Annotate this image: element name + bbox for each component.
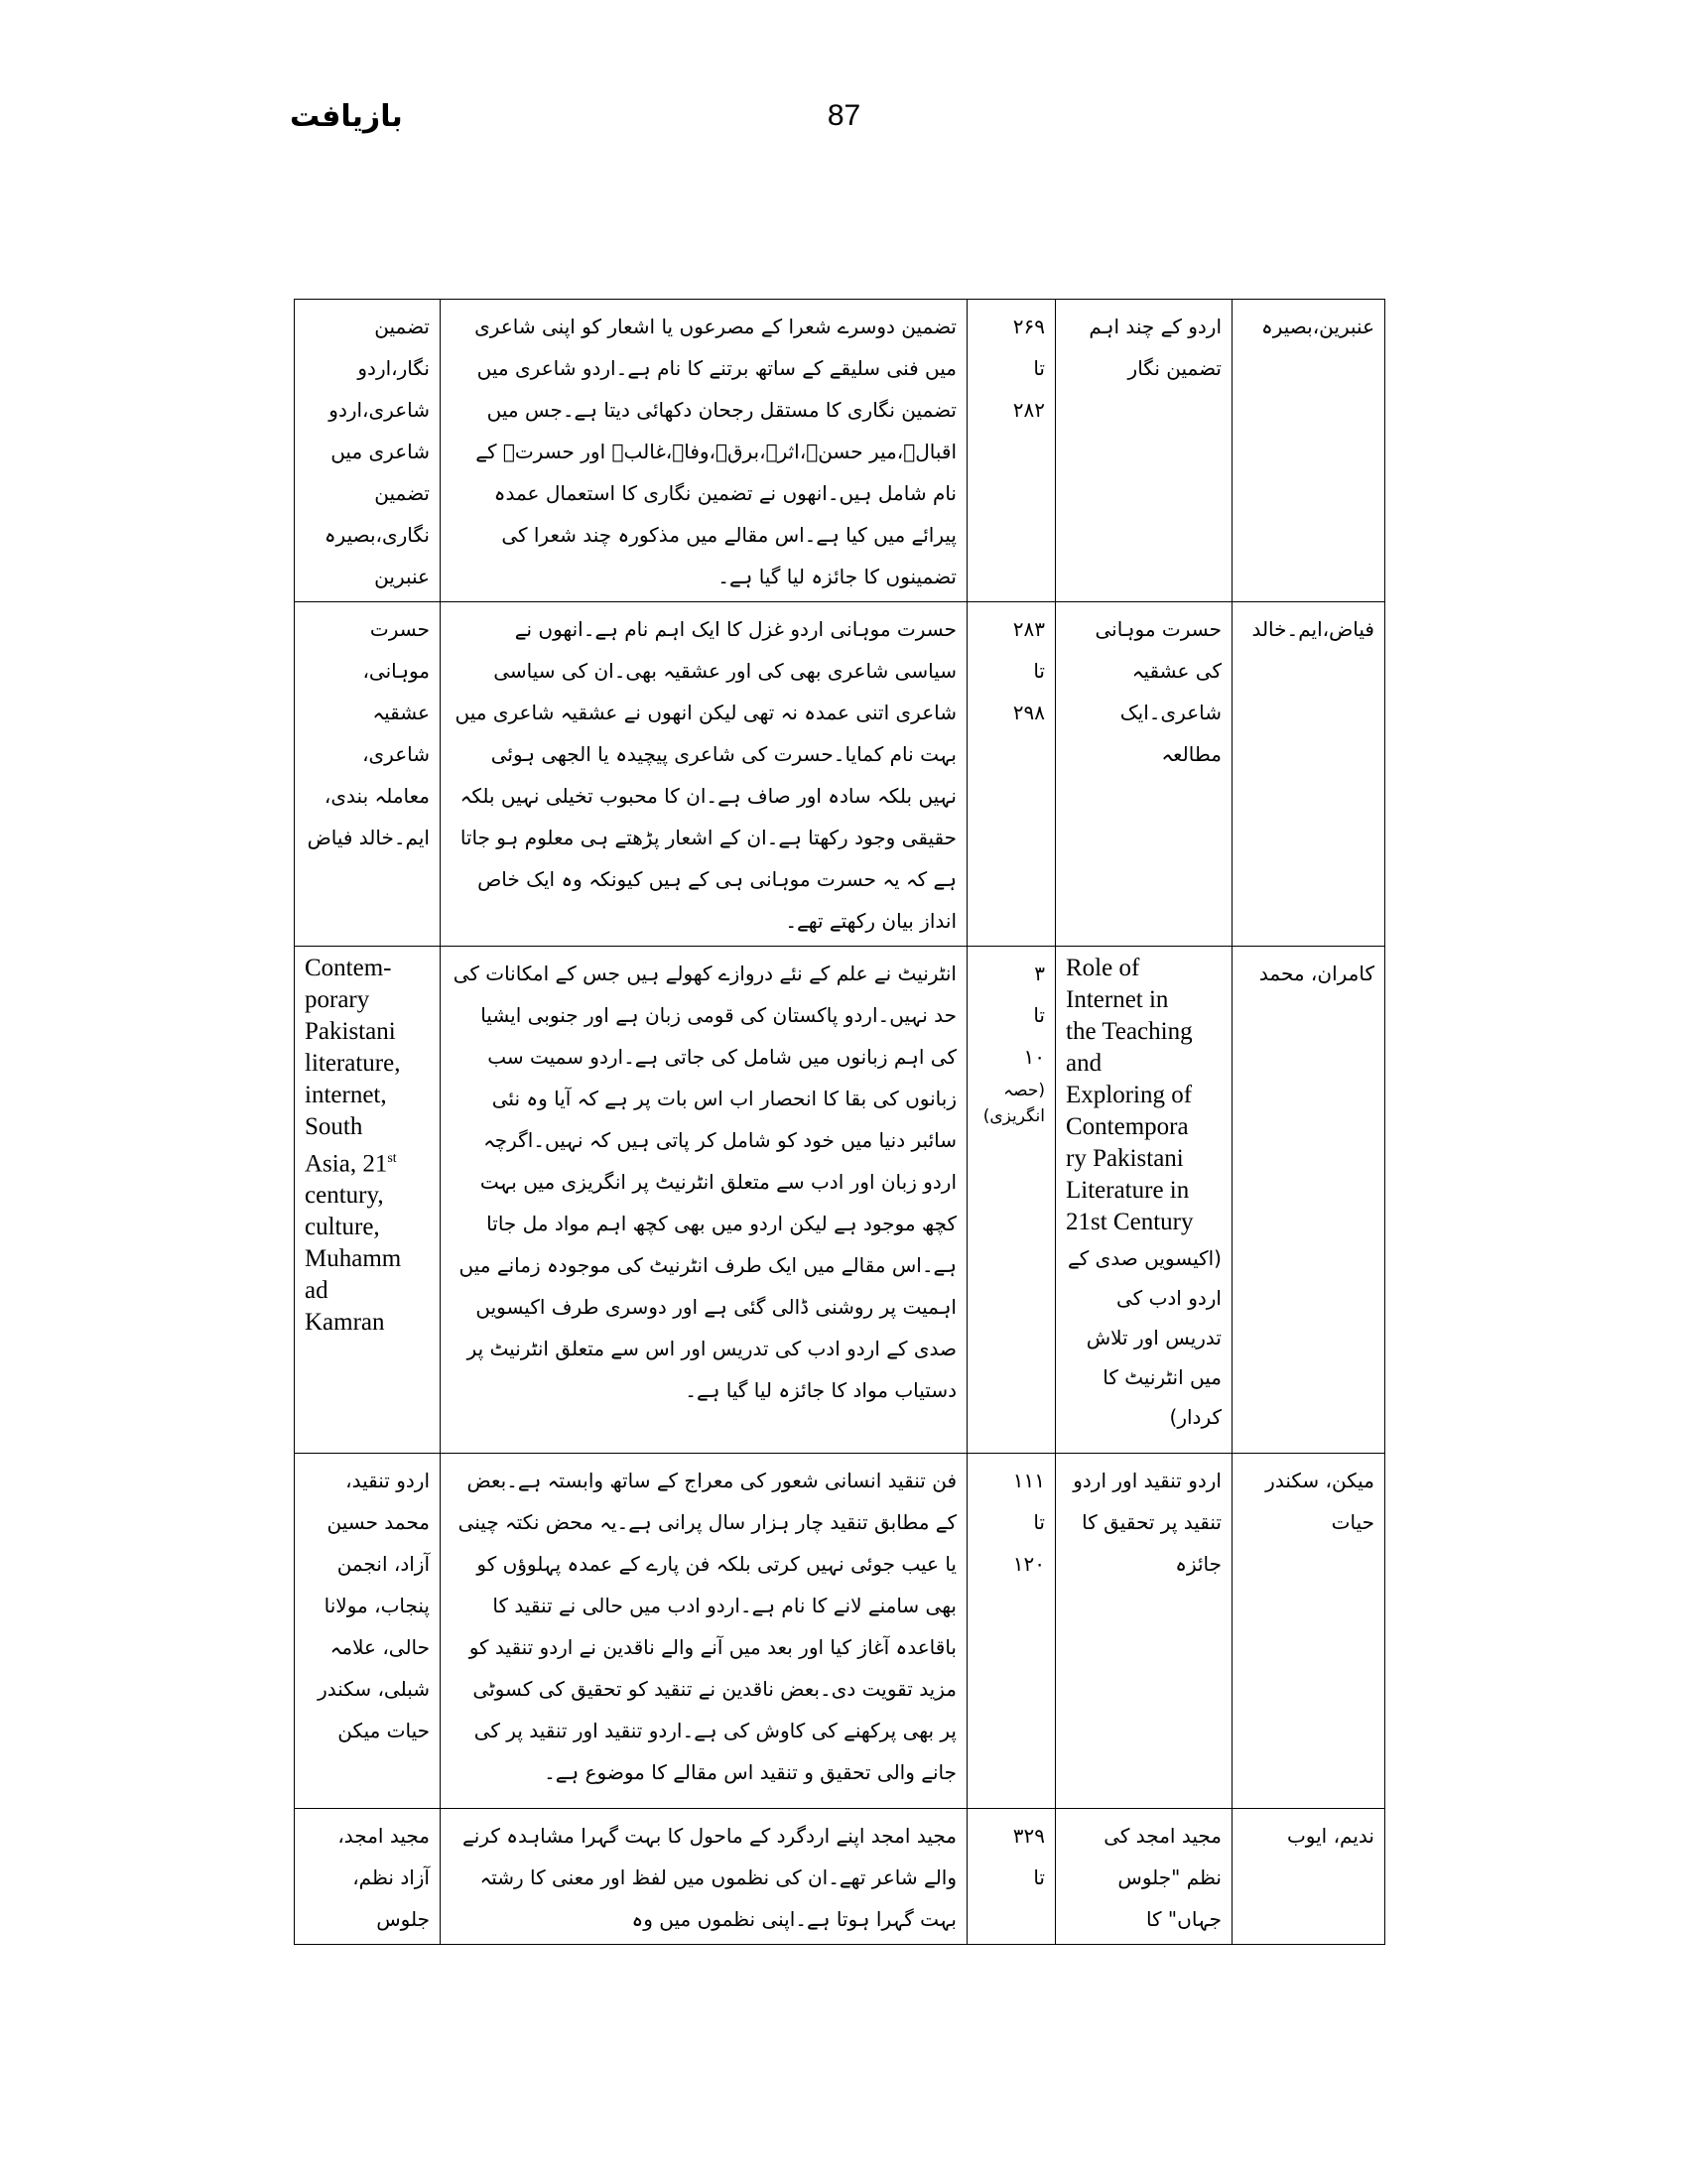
abstract-cell: انٹرنیٹ نے علم کے نئے دروازے کھولے ہیں جس کے امکانات کی حد نہیں۔اردو پاکستان کی قومی زبان ہے اور جنوبی ایشیا کی اہم زبانوں میں شامل کی جاتی ہے۔اردو سمیت سب زبانوں کی بقا کا انحصار اب اس بات پر ہے کہ آیا وہ نئی سائبر دنیا میں خود کو شامل کر پاتی ہیں کہ نہیں۔اگرچہ اردو زبان اور ادب سے متعلق انٹرنیٹ پر انگریزی میں بہت کچھ موجود ہے لیکن اردو میں بھی کچھ اہم مواد مل جاتا ہے۔اس مقالے میں ایک طرف انٹرنیٹ کی موجودہ زمانے میں اہمیت پر روشنی ڈالی گئی ہے اور دوسری طرف اکیسویں صدی کے اردو ادب کی تدریس اور اس سے متعلق انٹرنیٹ پر دستیاب مواد کا جائزہ لیا گیا ہے۔ <box>441 947 968 1454</box>
author-cell: ندیم، ایوب <box>1233 1809 1385 1945</box>
abstract-cell: حسرت موہانی اردو غزل کا ایک اہم نام ہے۔انھوں نے سیاسی شاعری بھی کی اور عشقیہ بھی۔ان کی سیاسی شاعری اتنی عمدہ نہ تھی لیکن انھوں نے عشقیہ شاعری میں بہت نام کمایا۔حسرت کی شاعری پیچیدہ یا الجھی ہوئی نہیں بلکہ سادہ اور صاف ہے۔ان کا محبوب تخیلی نہیں بلکہ حقیقی وجود رکھتا ہے۔ان کے اشعار پڑھتے ہی معلوم ہو جاتا ہے کہ یہ حسرت موہانی ہی کے ہیں کیونکہ وہ ایک خاص انداز بیان رکھتے تھے۔ <box>441 602 968 947</box>
title-line: the Teaching <box>1066 1018 1193 1045</box>
author-cell: میکن، سکندر حیات <box>1233 1454 1385 1809</box>
page-end: ۱۲۰ <box>1012 1552 1045 1576</box>
abstract-cell: فن تنقید انسانی شعور کی معراج کے ساتھ وابستہ ہے۔بعض کے مطابق تنقید چار ہزار سال پرانی ہے۔یہ محض نکتہ چینی یا عیب جوئی نہیں کرتی بلکہ فن پارے کے عمدہ پہلوؤں کو بھی سامنے لانے کا نام ہے۔اردو ادب میں حالی نے تنقید کا باقاعدہ آغاز کیا اور بعد میں آنے والے ناقدین نے اردو تنقید کو مزید تقویت دی۔بعض ناقدین نے تنقید کو تحقیق کی کسوٹی پر بھی پرکھنے کی کاوش کی ہے۔اردو تنقید اور تنقید پر کی جانے والی تحقیق و تنقید اس مقالے کا موضوع ہے۔ <box>441 1454 968 1809</box>
page-to: تا <box>1033 1003 1045 1027</box>
keyword-line: South <box>305 1113 363 1140</box>
page-to: تا <box>1033 356 1045 380</box>
page-to: تا <box>1033 659 1045 683</box>
table-row <box>295 947 1385 1454</box>
page-to: تا <box>1033 1865 1045 1889</box>
pages-cell <box>968 300 1056 602</box>
author-cell: عنبرین،بصیرہ <box>1233 300 1385 602</box>
page-start: ۱۱۱ <box>1012 1469 1045 1492</box>
keywords-cell: تضمین نگار،اردو شاعری،اردو شاعری میں تضمین نگاری،بصیرہ عنبرین <box>295 300 441 602</box>
page-to: تا <box>1033 1510 1045 1534</box>
page-note: (حصہ انگریزی) <box>982 1081 1045 1126</box>
keyword-line: ad <box>305 1277 328 1305</box>
journal-title: بازیافت <box>290 99 403 134</box>
title-line: and <box>1066 1050 1103 1077</box>
page-end: ۲۸۲ <box>1012 398 1045 422</box>
title-urdu: (اکیسویں صدی کے اردو ادب کی تدریس اور تلاش میں انٹرنیٹ کا کردار) <box>1068 1246 1222 1429</box>
abstract-cell: تضمین دوسرے شعرا کے مصرعوں یا اشعار کو اپنی شاعری میں فنی سلیقے کے ساتھ برتنے کا نام ہے۔اردو شاعری میں تضمین نگاری کا مستقل رجحان دکھائی دیتا ہے۔جس میں اقبالؔ،میر حسنؔ،اثرؔ،برقؔ،وفاؔ،غالبؔ اور حسرتؔ کے نام شامل ہیں۔انھوں نے تضمین نگاری کا استعمال عمدہ پیرائے میں کیا ہے۔اس مقالے میں مذکورہ چند شعرا کی تضمینوں کا جائزہ لیا گیا ہے۔ <box>441 300 968 602</box>
title-line: ry Pakistani <box>1066 1145 1184 1172</box>
table-row <box>295 602 1385 947</box>
title-cell: مجید امجد کی نظم "جلوس جہاں" کا <box>1056 1809 1233 1945</box>
author-cell: فیاض،ایم۔خالد <box>1233 602 1385 947</box>
keyword-line: Muhamm <box>305 1245 402 1273</box>
abstract-cell: مجید امجد اپنے اردگرد کے ماحول کا بہت گہرا مشاہدہ کرنے والے شاعر تھے۔ان کی نظموں میں لفظ اور معنی کا رشتہ بہت گہرا ہوتا ہے۔اپنی نظموں میں وہ <box>441 1809 968 1945</box>
bibliography-table <box>294 299 1385 1945</box>
keyword-line: century, <box>305 1182 384 1210</box>
keywords-cell <box>295 947 441 1454</box>
pages-cell <box>968 1809 1056 1945</box>
keywords-cell: مجید امجد، آزاد نظم، جلوس <box>295 1809 441 1945</box>
keyword-line: literature, <box>305 1050 401 1077</box>
page-start: ۲۶۹ <box>1012 315 1045 338</box>
pages-cell <box>968 1454 1056 1809</box>
title-line: Contempora <box>1066 1113 1189 1140</box>
page-end: ۱۰ <box>1023 1045 1045 1069</box>
keyword-line: Pakistani <box>305 1018 396 1045</box>
table-row <box>295 1454 1385 1809</box>
page-start: ۳۲۹ <box>1012 1824 1045 1848</box>
keyword-line: porary <box>305 986 370 1013</box>
table-row <box>295 300 1385 602</box>
superscript: st <box>387 1151 397 1166</box>
keywords-cell: حسرت موہانی، عشقیہ شاعری، معاملہ بندی، ایم۔خالد فیاض <box>295 602 441 947</box>
author-cell: کامران، محمد <box>1233 947 1385 1454</box>
title-line: Exploring of <box>1066 1082 1193 1108</box>
title-line: Internet in <box>1066 986 1169 1013</box>
page-start: ۳ <box>1034 962 1045 985</box>
keyword-line: Contem- <box>305 955 392 981</box>
page-end: ۲۹۸ <box>1012 701 1045 724</box>
keywords-cell: اردو تنقید، محمد حسین آزاد، انجمن پنجاب، مولانا حالی، علامہ شبلی، سکندر حیات میکن <box>295 1454 441 1809</box>
title-cell <box>1056 947 1233 1454</box>
title-line: Literature in <box>1066 1177 1190 1204</box>
pages-cell <box>968 947 1056 1454</box>
title-cell: حسرت موہانی کی عشقیہ شاعری۔ایک مطالعہ <box>1056 602 1233 947</box>
keyword-line: internet, <box>305 1082 387 1108</box>
title-cell: اردو کے چند اہم تضمین نگار <box>1056 300 1233 602</box>
title-cell: اردو تنقید اور اردو تنقید پر تحقیق کا جائزہ <box>1056 1454 1233 1809</box>
title-line: Role of <box>1066 955 1140 981</box>
page-number: 87 <box>827 99 861 132</box>
pages-cell <box>968 602 1056 947</box>
table-row <box>295 1809 1385 1945</box>
page-start: ۲۸۳ <box>1012 617 1045 641</box>
title-line: 21st Century <box>1066 1209 1194 1235</box>
keyword-line: Asia, 21st <box>305 1150 397 1178</box>
keyword-line: Kamran <box>305 1309 385 1337</box>
keyword-line: culture, <box>305 1214 380 1241</box>
